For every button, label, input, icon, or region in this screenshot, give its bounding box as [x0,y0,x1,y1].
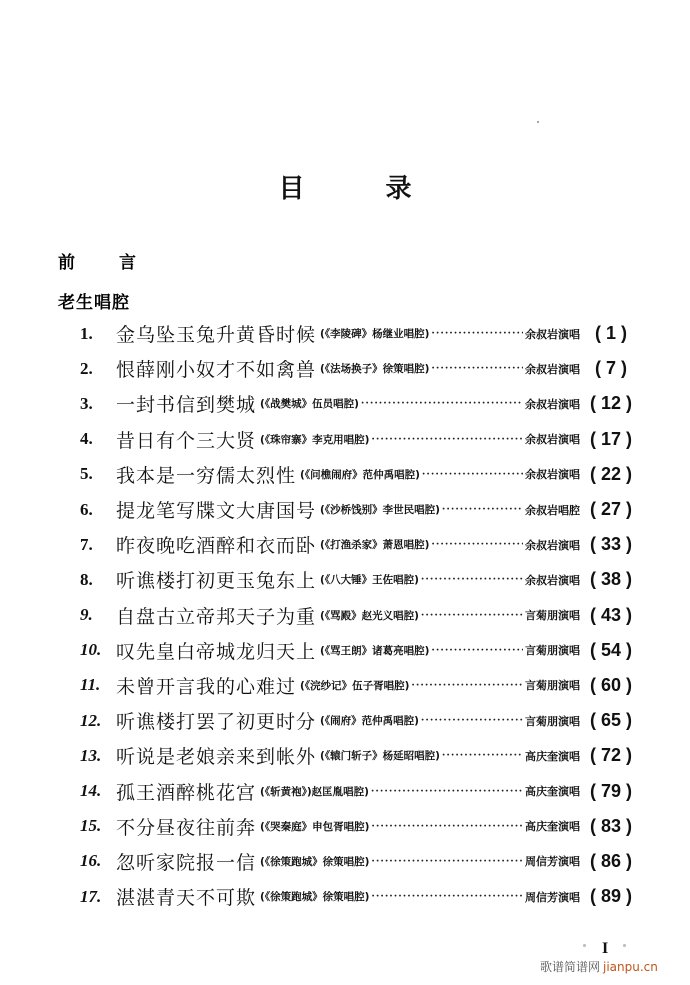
entry-page-ref: ( 83 ) [589,815,632,836]
page-number: I [602,940,609,957]
entry-source: (《问樵闹府》范仲禹唱腔) [300,468,420,481]
entry-singer: 余叔岩演唱 [525,362,580,376]
entry-title: 湛湛青天不可欺 [116,887,257,910]
toc-entry[interactable] [80,633,640,668]
entry-singer: 高庆奎演唱 [525,749,580,763]
entry-source: (《斩黄袍》)赵匡胤唱腔) [260,785,369,798]
toc-entry[interactable] [80,386,640,421]
entry-number: 12. [80,710,102,730]
toc-entry[interactable] [80,422,640,457]
entry-singer: 言菊朋演唱 [525,609,580,623]
preface-char-2: 言 [119,253,136,273]
entry-number: 13. [80,745,102,765]
entry-singer: 余叔岩演唱 [525,433,580,447]
entry-number: 5. [80,464,93,484]
entry-number: 1. [80,323,93,343]
entry-source: (《法场换子》徐策唱腔) [320,363,430,376]
entry-title: 恨薛刚小奴才不如禽兽 [116,359,317,382]
dot-leader [371,821,523,832]
entry-number: 17. [80,886,102,906]
entry-singer: 余叔岩唱腔 [525,503,580,517]
toc-entry[interactable] [80,844,640,879]
dot-leader [371,856,523,867]
entry-title: 未曾开言我的心难过 [116,675,297,698]
dot-leader [442,750,523,761]
toc-entry[interactable] [80,492,640,527]
entry-singer: 言菊朋演唱 [525,714,580,728]
entry-title: 听说是老娘亲来到帐外 [116,746,317,769]
speck [583,944,586,947]
entry-title: 昨夜晚吃酒醉和衣而卧 [116,535,317,558]
entry-number: 10. [80,640,102,660]
dot-leader [431,539,523,550]
dot-leader [431,363,523,374]
section-heading-laosheng: 老生唱腔 [58,293,130,313]
entry-source: (《战樊城》伍员唱腔) [260,398,359,411]
toc-entry[interactable] [80,316,640,351]
entry-title: 自盘古立帝邦天子为重 [116,605,317,628]
dot-leader [361,398,523,409]
dot-leader [442,504,523,515]
entry-number: 4. [80,429,93,449]
entry-number: 11. [80,675,101,695]
entry-page-ref: ( 38 ) [589,569,632,590]
entry-title: 忽听家院报一信 [116,851,257,874]
entry-singer: 余叔岩演唱 [525,538,580,552]
toc-entry[interactable] [80,879,640,914]
entry-source: (《李陵碑》杨继业唱腔) [320,328,430,341]
entry-title: 金乌坠玉兔升黄昏时候 [116,324,317,347]
entry-title: 听谯楼打罢了初更时分 [116,711,317,734]
entry-page-ref: ( 43 ) [589,604,632,625]
entry-singer: 余叔岩演唱 [525,397,580,411]
entry-title: 叹先皇白帝城龙归天上 [116,640,317,663]
dot-leader [411,680,523,691]
entry-singer: 余叔岩演唱 [525,573,580,587]
entry-source: (《骂殿》赵光义唱腔) [320,609,419,622]
watermark-url: jianpu.cn [603,960,658,974]
entry-singer: 周信芳演唱 [525,855,580,869]
toc-entry[interactable] [80,457,640,492]
entry-source: (《打渔杀家》萧恩唱腔) [320,539,430,552]
dot-leader [431,645,523,656]
dot-leader [422,469,523,480]
entry-source: (《八大锤》王佐唱腔) [320,574,419,587]
entry-title: 昔日有个三大贤 [116,429,257,452]
entry-source: (《沙桥饯别》李世民唱腔) [320,504,440,517]
preface-char-1: 前 [58,253,75,273]
entry-page-ref: ( 7 ) [594,358,627,379]
entry-number: 6. [80,499,93,519]
page-title [0,168,690,205]
entry-page-ref: ( 86 ) [589,850,632,871]
dot-leader [421,610,523,621]
entry-page-ref: ( 89 ) [589,886,632,907]
page-title-char-1: 目 [278,174,305,204]
entry-page-ref: ( 54 ) [589,639,632,660]
entry-singer: 言菊朋演唱 [525,644,580,658]
toc-entry[interactable] [80,527,640,562]
entry-source: (《浣纱记》伍子胥唱腔) [300,679,410,692]
entry-title: 听谯楼打初更玉兔东上 [116,570,317,593]
entry-source: (《徐策跑城》徐策唱腔) [260,891,370,904]
entry-source: (《徐策跑城》徐策唱腔) [260,855,370,868]
toc-entry[interactable] [80,738,640,773]
dot-leader [421,715,523,726]
entry-title: 我本是一穷儒太烈性 [116,464,297,487]
entry-page-ref: ( 17 ) [589,428,632,449]
toc-entry[interactable] [80,773,640,808]
dot-leader [371,891,523,902]
dot-leader [371,786,523,797]
speck [537,121,539,123]
entry-page-ref: ( 60 ) [589,674,632,695]
toc-entry[interactable] [80,351,640,386]
entry-number: 2. [80,358,93,378]
entry-title: 不分昼夜往前奔 [116,816,257,839]
entry-title: 提龙笔写牒文大唐国号 [116,500,317,523]
toc-entry[interactable] [80,809,640,844]
entry-page-ref: ( 12 ) [589,393,632,414]
entry-page-ref: ( 27 ) [589,499,632,520]
entry-singer: 言菊朋演唱 [525,679,580,693]
entry-number: 9. [80,605,93,625]
entry-page-ref: ( 22 ) [589,463,632,484]
entry-source: (《珠帘寨》李克用唱腔) [260,433,370,446]
entry-singer: 高庆奎演唱 [525,785,580,799]
entry-number: 3. [80,393,93,413]
dot-leader [371,434,523,445]
toc-entry[interactable] [80,562,640,597]
entry-source: (《闹府》范仲禹唱腔) [320,715,419,728]
dot-leader [431,328,523,339]
toc-entry[interactable] [80,703,640,738]
entry-title: 孤王酒醉桃花宫 [116,781,257,804]
entry-page-ref: ( 65 ) [589,710,632,731]
speck [623,944,626,947]
entry-source: (《骂王朗》诸葛亮唱腔) [320,644,430,657]
entry-page-ref: ( 33 ) [589,534,632,555]
toc-entry[interactable] [80,598,640,633]
entry-page-ref: ( 79 ) [589,780,632,801]
entry-source: (《哭秦庭》申包胥唱腔) [260,820,370,833]
entry-number: 16. [80,851,102,871]
entry-page-ref: ( 1 ) [594,323,627,344]
entry-singer: 高庆奎演唱 [525,820,580,834]
entry-singer: 周信芳演唱 [525,890,580,904]
entry-singer: 余叔岩演唱 [525,468,580,482]
dot-leader [421,574,523,585]
entry-page-ref: ( 72 ) [589,745,632,766]
page-title-char-2: 录 [385,174,412,204]
preface-heading[interactable] [58,248,136,273]
entry-title: 一封书信到樊城 [116,394,257,417]
entry-number: 8. [80,569,93,589]
toc-list [80,316,640,914]
watermark-site-name: 歌谱简谱网 [540,960,601,974]
entry-number: 15. [80,816,102,836]
entry-singer: 余叔岩演唱 [525,327,580,341]
entry-source: (《辕门斩子》杨延昭唱腔) [320,750,440,763]
entry-number: 7. [80,534,93,554]
toc-entry[interactable] [80,668,640,703]
entry-number: 14. [80,781,102,801]
watermark [540,958,658,975]
